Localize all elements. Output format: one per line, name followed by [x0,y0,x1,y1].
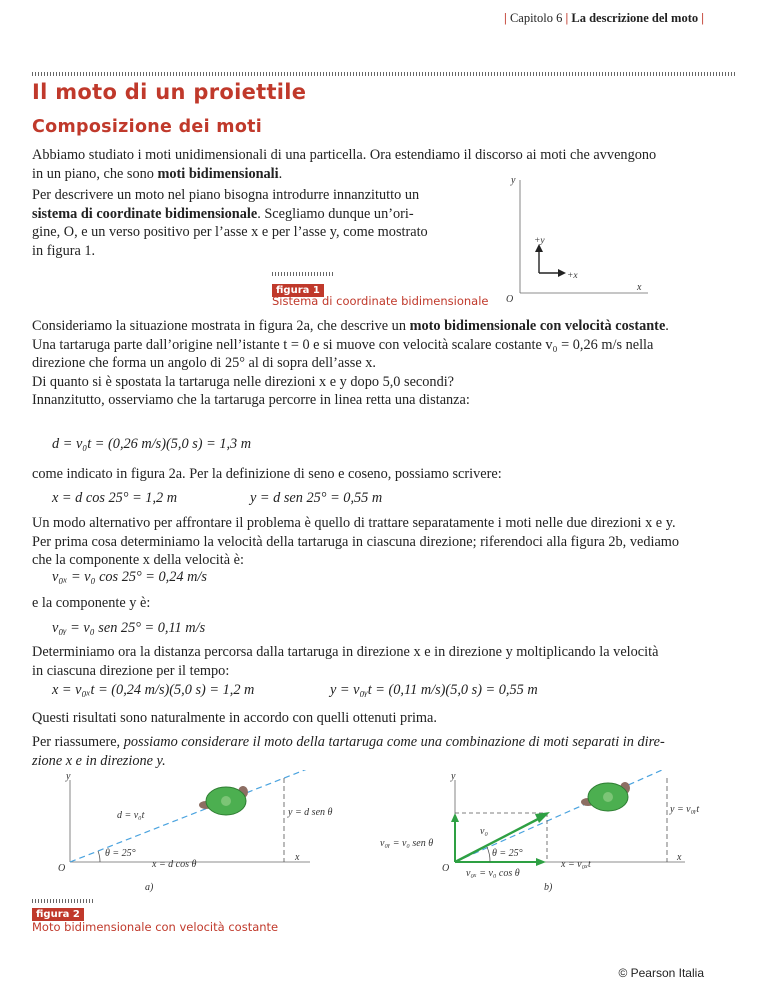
italic-text: possiamo considerare il moto della tartaruga come una combinazione di moti separati in dire- [123,734,665,750]
turtle-icon [581,782,630,811]
text-line: Un modo alternativo per affrontare il problema è quello di trattare separatamente i moti nelle due direzioni x e y. [32,515,676,531]
subfigure-label: b) [544,882,553,893]
copyright-footer: © Pearson Italia [618,966,704,980]
text-span: Consideriamo la situazione mostrata in figura 2a, che descrive un [32,318,410,334]
text-line: e la componente y è: [32,595,151,611]
plus-y-label: +y [534,236,545,246]
equation-v0x: v₀ₓ = v₀ cos 25° = 0,24 m/s [52,569,207,585]
text-line: in figura 1. [32,242,96,259]
arrow-right-icon [558,269,566,277]
text-line: gine, O, e un verso positivo per l’asse x e per l’asse y, come mostrato [32,224,428,240]
text-line: Di quanto si è spostata la tartaruga nelle direzioni x e y dopo 5,0 secondi? [32,373,455,390]
text-span: . [665,318,669,334]
text-line: Innanzitutto, osserviamo che la tartaruga percorre in linea retta una distanza: [32,392,470,408]
text-line: direzione che forma un angolo di 25° al di sopra dell’asse x. [32,355,376,371]
figure-tag: figura 2 [32,908,84,921]
equation-y: y = d sen 25° = 0,55 m [250,490,383,506]
tortoise-paragraph [32,317,669,410]
subfigure-label: a) [145,882,154,893]
x-v0x-label: x = v₀ₓt [561,859,591,870]
text-line: in ciascuna direzione per il tempo: [32,662,230,679]
origin-label: O [506,294,514,305]
bold-term: moto bidimensionale con velocità costante [409,318,666,334]
v0-label: v₀ [480,826,488,837]
distance-label: d = v₀t [117,810,145,821]
figure-1-diagram [500,170,660,305]
text-line: Per prima cosa determiniamo la velocità della tartaruga in ciascuna direzione; riferendoci alla figura 2b, vediamo [32,533,680,550]
x-cos-label: x = d cos θ [152,859,197,870]
figure-2-caption: Moto bidimensionale con velocità costante [32,920,279,934]
text-line: Per descrivere un moto nel piano bisogna introdurre innanzitutto un [32,187,420,203]
chapter-title: La descrizione del moto [571,11,699,25]
y-sen-label: y = d sen θ [288,807,333,818]
text-line: come indicato in figura 2a. Per la definizione di seno e coseno, possiamo scrivere: [32,466,502,482]
figure-2b-diagram [380,770,710,895]
alternative-paragraph [32,514,679,570]
axis-x-label: x [677,852,682,863]
text-line: Abbiamo studiato i moti unidimensionali di una particella. Ora estendiamo il discorso ai moti che avvengono [32,147,657,163]
text-line: Determiniamo ora la distanza percorsa dalla tartaruga in direzione x e in direzione y moltiplicando la velocità [32,644,659,660]
equation-x-vel: x = v₀ₓt = (0,24 m/s)(5,0 s) = 1,2 m [52,682,255,698]
figure-2a-diagram [40,770,340,895]
axis-y-label: y [66,771,71,782]
figure-tag: figura 1 [272,284,324,297]
text-span: Per riassumere, [32,734,124,750]
text-line: Questi risultati sono naturalmente in accordo con quelli ottenuti prima. [32,710,437,726]
origin-label: O [58,863,66,874]
axis-y-label: y [451,771,456,782]
text-span: . Scegliamo dunque un’ori- [257,205,414,222]
axis-y-label: y [511,175,516,186]
plus-x-label: +x [567,271,578,281]
arrow-right-icon [536,858,546,866]
figure-rule [272,272,334,276]
theta-label: θ = 25° [492,848,523,859]
running-header: | Capitolo 6 | La descrizione del moto | [504,11,704,25]
y-v0y-label: y = v₀ᵧt [670,804,700,815]
turtle-icon [199,786,248,815]
summary-paragraph [32,733,665,770]
origin-label: O [442,863,450,874]
italic-text: zione x e in direzione y. [32,752,166,769]
figure-rule [32,899,94,903]
text-span: . [278,165,283,182]
coordinate-paragraph [32,186,428,260]
page-title: Il moto di un proiettile [32,80,307,104]
equation-distance: d = v₀t = (0,26 m/s)(5,0 s) = 1,3 m [52,436,252,452]
equation-v0y: v₀ᵧ = v₀ sen 25° = 0,11 m/s [52,620,206,636]
axis-x-label: x [295,852,300,863]
chapter-label: Capitolo 6 [509,11,563,25]
bold-term: moti bidimensionali [157,165,279,182]
axis-x-label: x [637,282,642,293]
text-line: che la componente x della velocità è: [32,552,244,568]
equation-x: x = d cos 25° = 1,2 m [52,490,178,506]
text-line: Una tartaruga parte dall’origine nell’istante t = 0 e si muove con velocità scalare costante v₀ = 0,26 m/s nella [32,336,654,353]
theta-label: θ = 25° [105,848,136,859]
bold-term: sistema di coordinate bidimensionale [32,205,258,222]
arrow-up-icon [451,813,459,822]
figure-1-caption: Sistema di coordinate bidimensionale [272,294,489,308]
distance-paragraph [32,643,658,680]
equation-y-vel: y = v₀ᵧt = (0,11 m/s)(5,0 s) = 0,55 m [330,682,538,698]
text-span: in un piano, che sono [32,165,158,182]
section-title: Composizione dei moti [32,117,263,137]
v0x-label: v₀ₓ = v₀ cos θ [466,868,520,879]
v0y-label: v₀ᵧ = v₀ sen θ [380,838,434,849]
dotted-rule [32,72,736,76]
